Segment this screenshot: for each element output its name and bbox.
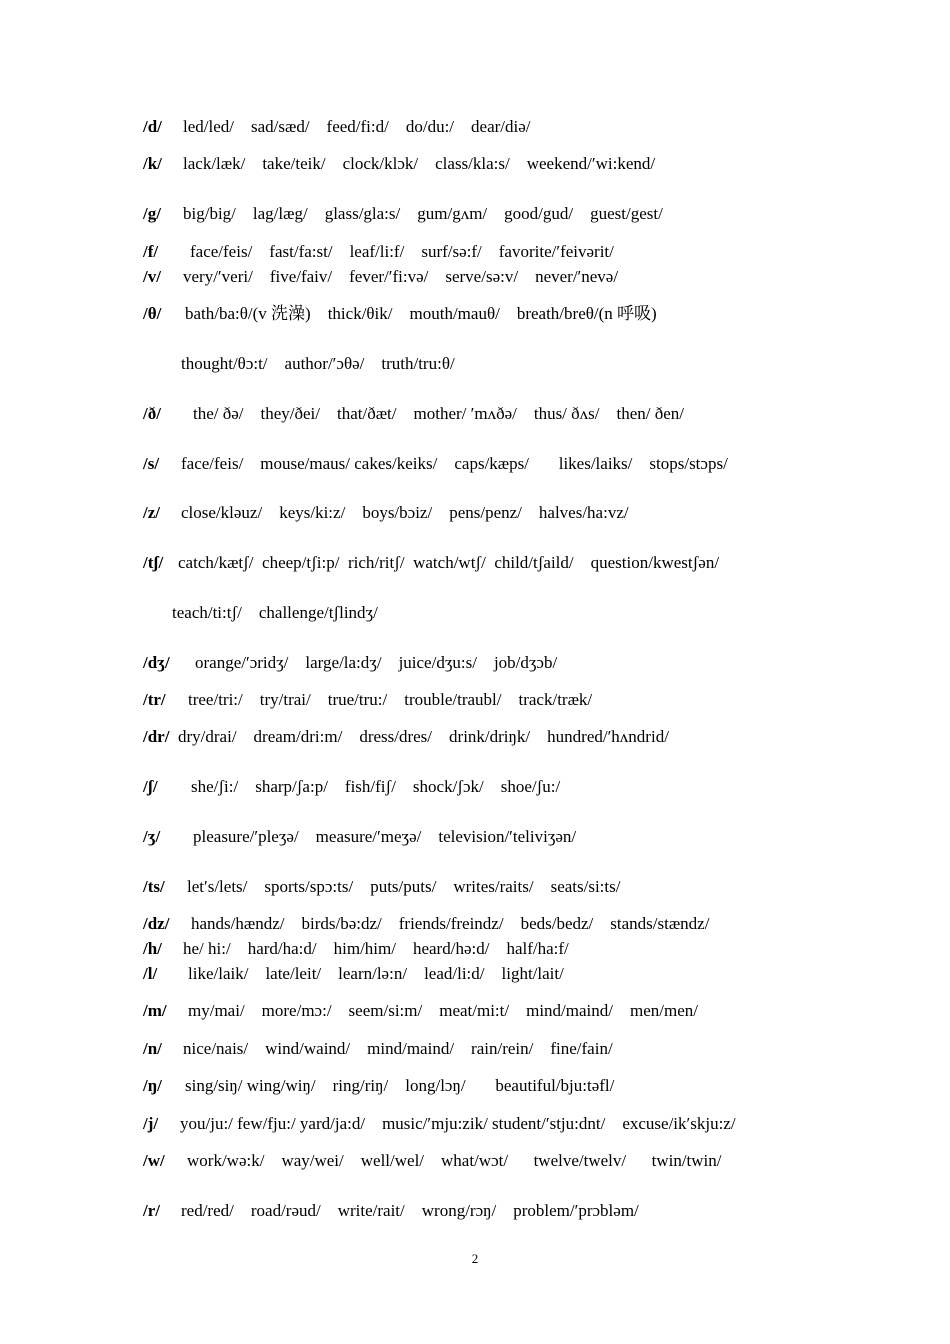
word: mother/ ′mʌðə/	[413, 404, 517, 423]
word: puts/puts/	[370, 877, 437, 896]
word: close/kləuz/	[181, 503, 263, 522]
phoneme-label: /ð/	[143, 404, 161, 423]
word: meat/mi:t/	[439, 1001, 510, 1020]
word: my/mai/	[188, 1001, 245, 1020]
word: challenge/tʃlindʒ/	[258, 603, 378, 622]
phoneme-label: /dʒ/	[143, 653, 170, 672]
word: mind/maind/	[526, 1001, 613, 1020]
word: she/ʃi:/	[191, 777, 239, 796]
word: serve/sə:v/	[445, 267, 519, 286]
word: road/rəud/	[250, 1201, 321, 1220]
word: cheep/tʃi:p/	[262, 553, 340, 572]
word: hard/ha:d/	[247, 939, 317, 958]
phoneme-label: /f/	[143, 242, 159, 261]
phoneme-label: /n/	[143, 1039, 162, 1058]
word: leaf/li:f/	[349, 242, 405, 261]
phoneme-label: /v/	[143, 267, 161, 286]
word: led/led/	[183, 117, 234, 136]
word: ring/riŋ/	[332, 1076, 389, 1095]
phoneme-line-eth	[143, 404, 684, 424]
word: weekend/′wi:kend/	[526, 154, 656, 173]
word: stops/stɔps/	[649, 454, 728, 473]
phoneme-line-tsh	[143, 553, 719, 573]
word: birds/bə:dz/	[301, 914, 382, 933]
word: drink/driŋk/	[449, 727, 531, 746]
word: he/ hi:/	[183, 939, 231, 958]
word: fast/fa:st/	[269, 242, 333, 261]
phoneme-label: /d/	[143, 117, 162, 136]
phoneme-label: /θ/	[143, 304, 162, 323]
word: trouble/traubl/	[404, 690, 502, 709]
word: pleasure/′pleʒə/	[193, 827, 299, 846]
phoneme-line-f	[143, 242, 614, 262]
word: truth/tru:θ/	[381, 354, 455, 373]
phoneme-line-r	[143, 1201, 639, 1221]
word: face/feis/	[181, 454, 244, 473]
word: try/trai/	[259, 690, 311, 709]
word: dear/diə/	[471, 117, 531, 136]
word: halves/ha:vz/	[538, 503, 629, 522]
word: let′s/lets/	[187, 877, 248, 896]
word: write/rait/	[337, 1201, 405, 1220]
word: seem/si:m/	[348, 1001, 423, 1020]
word: tree/tri:/	[188, 690, 243, 709]
word: sports/spɔ:ts/	[264, 877, 354, 896]
word: job/dʒɔb/	[493, 653, 558, 672]
word: shock/ʃɔk/	[412, 777, 484, 796]
word: true/tru:/	[327, 690, 388, 709]
word: thick/θik/	[327, 304, 393, 323]
word: face/feis/	[190, 242, 253, 261]
word: long/lɔŋ/	[405, 1076, 466, 1095]
word: juice/dʒu:s/	[398, 653, 477, 672]
word: wind/waind/	[265, 1039, 351, 1058]
word: caps/kæps/	[454, 454, 529, 473]
phoneme-line-h	[143, 939, 569, 959]
phoneme-label: /k/	[143, 154, 162, 173]
phoneme-line-z	[143, 503, 629, 523]
word: rich/ritʃ/	[347, 553, 405, 572]
word: hands/hændz/	[191, 914, 285, 933]
page-number: 2	[471, 1251, 479, 1266]
phoneme-label: /g/	[143, 204, 161, 223]
word: question/kwestʃən/	[590, 553, 720, 572]
word: class/kla:s/	[435, 154, 510, 173]
word: sharp/ʃa:p/	[255, 777, 328, 796]
phoneme-line-ts	[143, 877, 620, 897]
phoneme-line-s	[143, 454, 728, 474]
phoneme-label: /ts/	[143, 877, 165, 896]
phoneme-label: /tʃ/	[143, 553, 164, 572]
word: what/wɔt/	[441, 1151, 509, 1170]
word: favorite/′feivərit/	[498, 242, 614, 261]
phoneme-line-dzh	[143, 653, 557, 673]
phoneme-line-k	[143, 154, 655, 174]
word: lag/læg/	[252, 204, 308, 223]
word: likes/laiks/	[558, 454, 633, 473]
phoneme-line-dz	[143, 914, 709, 934]
word: seats/si:ts/	[550, 877, 621, 896]
word: five/faiv/	[269, 267, 333, 286]
word: clock/klɔk/	[342, 154, 419, 173]
phoneme-label: /m/	[143, 1001, 167, 1020]
word: feed/fi:d/	[326, 117, 389, 136]
phoneme-label: /dr/	[143, 727, 170, 746]
word: child/tʃaild/	[494, 553, 574, 572]
word: pens/penz/	[449, 503, 522, 522]
phoneme-line-v	[143, 267, 618, 287]
word: orange/′ɔridʒ/	[195, 653, 289, 672]
word: shoe/ʃu:/	[500, 777, 561, 796]
word: twin/twin/	[651, 1151, 722, 1170]
word: him/him/	[333, 939, 396, 958]
word: wrong/rɔŋ/	[421, 1201, 497, 1220]
phoneme-label: /s/	[143, 454, 160, 473]
phoneme-line-dr	[143, 727, 669, 747]
word: keys/ki:z/	[279, 503, 346, 522]
word: lack/læk/	[183, 154, 246, 173]
word: boys/bɔiz/	[362, 503, 433, 522]
phoneme-line-d	[143, 117, 531, 137]
phoneme-label: /l/	[143, 964, 158, 983]
word: fine/fain/	[550, 1039, 613, 1058]
word: measure/′meʒə/	[315, 827, 422, 846]
word: dress/dres/	[359, 727, 433, 746]
word: mouth/mauθ/	[409, 304, 500, 323]
word: take/teik/	[262, 154, 326, 173]
phoneme-line-n	[143, 1039, 613, 1059]
word: stands/stændz/	[610, 914, 710, 933]
word: good/gud/	[504, 204, 574, 223]
phoneme-label: /ʒ/	[143, 827, 161, 846]
word: mouse/maus/ cakes/keiks/	[260, 454, 438, 473]
word: learn/lə:n/	[338, 964, 408, 983]
word: do/du:/	[405, 117, 455, 136]
word: gum/gʌm/	[417, 204, 488, 223]
word: half/ha:f/	[506, 939, 569, 958]
word: never/′nevə/	[535, 267, 619, 286]
word: catch/kætʃ/	[178, 553, 254, 572]
phoneme-line-g	[143, 204, 663, 224]
phoneme-label: /ʃ/	[143, 777, 158, 796]
word: beautiful/bju:təfl/	[495, 1076, 615, 1095]
word: writes/raits/	[453, 877, 534, 896]
word: light/lait/	[501, 964, 564, 983]
word: music/′mju:zik/ student/′stju:dnt/	[382, 1114, 606, 1133]
phoneme-line-l	[143, 964, 564, 984]
word: guest/gest/	[590, 204, 663, 223]
word: excuse/ik′skju:z/	[622, 1114, 736, 1133]
phoneme-line-ng	[143, 1076, 614, 1096]
word: mind/maind/	[367, 1039, 455, 1058]
phoneme-label: /z/	[143, 503, 160, 522]
word: rain/rein/	[471, 1039, 534, 1058]
phoneme-line-tr	[143, 690, 592, 710]
word: then/ ðen/	[616, 404, 685, 423]
word: heard/hə:d/	[412, 939, 490, 958]
word: bath/ba:θ/(v 洗澡)	[185, 304, 311, 323]
word: surf/sə:f/	[421, 242, 482, 261]
word: track/træk/	[518, 690, 593, 709]
word: television/′teliviʒən/	[438, 827, 577, 846]
word: problem/′prɔbləm/	[513, 1201, 639, 1220]
phoneme-label: /j/	[143, 1114, 159, 1133]
word: that/ðæt/	[337, 404, 397, 423]
phoneme-label: /r/	[143, 1201, 160, 1220]
word: work/wə:k/	[187, 1151, 265, 1170]
word: like/laik/	[188, 964, 249, 983]
phoneme-line-tsh-cont	[172, 603, 378, 623]
phoneme-label: /w/	[143, 1151, 165, 1170]
word: way/wei/	[281, 1151, 344, 1170]
word: the/ ðə/	[193, 404, 244, 423]
word: dry/drai/	[178, 727, 237, 746]
word: glass/gla:s/	[324, 204, 401, 223]
word: men/men/	[630, 1001, 698, 1020]
word: you/ju:/ few/fju:/ yard/ja:d/	[180, 1114, 366, 1133]
word: big/big/	[183, 204, 236, 223]
word: breath/breθ/(n 呼吸)	[516, 304, 657, 323]
phoneme-line-j	[143, 1114, 736, 1134]
phoneme-line-theta	[143, 304, 657, 324]
word: well/wel/	[360, 1151, 425, 1170]
word: sad/sæd/	[250, 117, 310, 136]
word: twelve/twelv/	[533, 1151, 627, 1170]
word: thus/ ðʌs/	[533, 404, 600, 423]
phoneme-label: /tr/	[143, 690, 166, 709]
word: thought/θɔ:t/	[181, 354, 268, 373]
word: watch/wtʃ/	[413, 553, 486, 572]
phoneme-line-sh	[143, 777, 560, 797]
phoneme-label: /dz/	[143, 914, 170, 933]
phoneme-label: /ŋ/	[143, 1076, 162, 1095]
phoneme-line-zh	[143, 827, 576, 847]
phoneme-label: /h/	[143, 939, 162, 958]
word: late/leit/	[265, 964, 322, 983]
word: lead/li:d/	[424, 964, 485, 983]
word: more/mɔ:/	[261, 1001, 332, 1020]
word: sing/siŋ/ wing/wiŋ/	[185, 1076, 316, 1095]
word: author/′ɔθə/	[284, 354, 365, 373]
word: dream/dri:m/	[253, 727, 343, 746]
word: very/′veri/	[183, 267, 253, 286]
word: fever/′fi:və/	[349, 267, 429, 286]
word: hundred/′hʌndrid/	[547, 727, 669, 746]
phoneme-line-w	[143, 1151, 722, 1171]
word: nice/nais/	[183, 1039, 249, 1058]
phoneme-line-m	[143, 1001, 698, 1021]
word: red/red/	[181, 1201, 234, 1220]
word: teach/ti:tʃ/	[172, 603, 242, 622]
phoneme-line-theta-cont	[181, 354, 455, 374]
word: beds/bedz/	[520, 914, 594, 933]
word: large/la:dʒ/	[305, 653, 382, 672]
word: fish/fiʃ/	[344, 777, 396, 796]
word: friends/freindz/	[398, 914, 504, 933]
word: they/ðei/	[260, 404, 320, 423]
